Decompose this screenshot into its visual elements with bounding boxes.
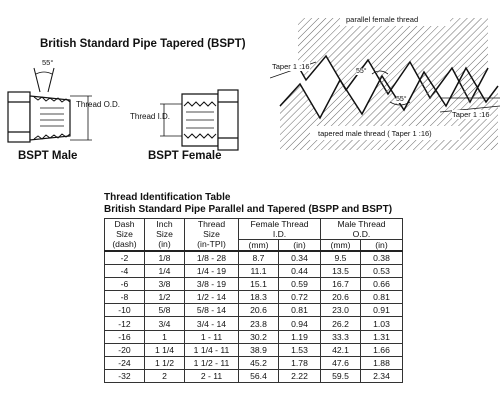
bspt-male-caption: BSPT Male — [18, 150, 78, 162]
table-cell: 1.78 — [279, 356, 321, 369]
table-cell: 1/4 — [145, 265, 185, 278]
table-cell: 1.03 — [361, 317, 403, 330]
thread-angle-marker — [34, 68, 54, 92]
thread-id-label: Thread I.D. — [130, 112, 171, 121]
table-cell: -8 — [105, 291, 145, 304]
table-cell: 26.2 — [321, 317, 361, 330]
table-cell: 0.72 — [279, 291, 321, 304]
table-cell: -32 — [105, 369, 145, 382]
table-cell: 3/4 - 14 — [185, 317, 239, 330]
tapered-male-label: tapered male thread ( Taper 1 :16) — [318, 129, 432, 138]
table-cell: 8.7 — [239, 251, 279, 265]
left-angle-label: 55° — [42, 58, 54, 67]
bspt-title: British Standard Pipe Tapered (BSPT) — [40, 38, 246, 50]
table-cell: 59.5 — [321, 369, 361, 382]
table-cell: 1 1/2 — [145, 356, 185, 369]
table-row — [105, 343, 403, 356]
table-cell: -10 — [105, 304, 145, 317]
col-thread-size: Thread Size (in-TPI) — [185, 219, 239, 252]
table-cell: 1.19 — [279, 330, 321, 343]
table-row — [105, 369, 403, 382]
table-cell: 13.5 — [321, 265, 361, 278]
table-cell: 18.3 — [239, 291, 279, 304]
table-cell: 0.34 — [279, 251, 321, 265]
table-row — [105, 317, 403, 330]
table-row — [105, 278, 403, 291]
col-dash-size: Dash Size (dash) — [105, 219, 145, 252]
table-row — [105, 356, 403, 369]
table-row — [105, 291, 403, 304]
table-cell: 1 1/4 - 11 — [185, 343, 239, 356]
table-cell: 20.6 — [321, 291, 361, 304]
table-cell: 42.1 — [321, 343, 361, 356]
table-cell: -24 — [105, 356, 145, 369]
table-cell: 47.6 — [321, 356, 361, 369]
table-cell: 3/4 — [145, 317, 185, 330]
table-cell: 45.2 — [239, 356, 279, 369]
parallel-female-label: parallel female thread — [346, 15, 419, 24]
table-cell: 23.8 — [239, 317, 279, 330]
unit-mm: (mm) — [239, 240, 279, 252]
table-cell: 0.53 — [361, 265, 403, 278]
col-female-thread: Female Thread I.D. — [239, 219, 321, 240]
thread-od-label: Thread O.D. — [76, 100, 121, 109]
table-cell: -6 — [105, 278, 145, 291]
table-cell: 0.66 — [361, 278, 403, 291]
taper-left-label: Taper 1 :16 — [272, 62, 310, 71]
angle-label-2: 55° — [396, 96, 407, 103]
table-cell: 3/8 — [145, 278, 185, 291]
table-cell: 5/8 - 14 — [185, 304, 239, 317]
table-row — [105, 265, 403, 278]
unit-mm: (mm) — [321, 240, 361, 252]
table-cell: 1.66 — [361, 343, 403, 356]
table-cell: 15.1 — [239, 278, 279, 291]
table-cell: 1 - 11 — [185, 330, 239, 343]
table-cell: 0.94 — [279, 317, 321, 330]
table-cell: 1.31 — [361, 330, 403, 343]
table-header-row — [105, 219, 403, 240]
table-subtitle: British Standard Pipe Parallel and Tapered (BSPP and BSPT) — [104, 204, 393, 215]
table-cell: 38.9 — [239, 343, 279, 356]
bspt-female-fitting — [160, 90, 238, 150]
table-cell: 30.2 — [239, 330, 279, 343]
table-cell: 2 — [145, 369, 185, 382]
table-row — [105, 304, 403, 317]
col-male-thread: Male Thread O.D. — [321, 219, 403, 240]
col-inch-size: Inch Size (in) — [145, 219, 185, 252]
table-cell: 0.59 — [279, 278, 321, 291]
table-cell: 20.6 — [239, 304, 279, 317]
table-cell: 3/8 - 19 — [185, 278, 239, 291]
table-cell: 1 — [145, 330, 185, 343]
unit-in: (in) — [279, 240, 321, 252]
table-cell: 1.88 — [361, 356, 403, 369]
thread-identification-table — [104, 218, 403, 383]
table-cell: 16.7 — [321, 278, 361, 291]
table-cell: 0.44 — [279, 265, 321, 278]
table-cell: 1 1/2 - 11 — [185, 356, 239, 369]
table-cell: 5/8 — [145, 304, 185, 317]
table-cell: 9.5 — [321, 251, 361, 265]
table-cell: 2 - 11 — [185, 369, 239, 382]
table-cell: 2.22 — [279, 369, 321, 382]
angle-label-1: 55° — [356, 68, 367, 75]
taper-right-label: Taper 1 :16 — [452, 110, 490, 119]
table-cell: 0.81 — [279, 304, 321, 317]
table-cell: 0.81 — [361, 291, 403, 304]
table-title: Thread Identification Table — [104, 192, 231, 203]
table-cell: 0.38 — [361, 251, 403, 265]
table-cell: -2 — [105, 251, 145, 265]
table-cell: -12 — [105, 317, 145, 330]
table-cell: 1/2 - 14 — [185, 291, 239, 304]
bspt-female-caption: BSPT Female — [148, 150, 222, 162]
unit-in: (in) — [361, 240, 403, 252]
table-cell: 0.91 — [361, 304, 403, 317]
table-cell: 1/8 - 28 — [185, 251, 239, 265]
table-cell: 1/4 - 19 — [185, 265, 239, 278]
table-cell: 2.34 — [361, 369, 403, 382]
table-row — [105, 330, 403, 343]
table-cell: 1.53 — [279, 343, 321, 356]
table-cell: -4 — [105, 265, 145, 278]
table-row — [105, 251, 403, 265]
table-cell: -20 — [105, 343, 145, 356]
table-cell: 23.0 — [321, 304, 361, 317]
table-cell: 1/8 — [145, 251, 185, 265]
table-cell: 56.4 — [239, 369, 279, 382]
table-cell: 11.1 — [239, 265, 279, 278]
table-cell: 33.3 — [321, 330, 361, 343]
table-cell: 1 1/4 — [145, 343, 185, 356]
table-cell: -16 — [105, 330, 145, 343]
table-cell: 1/2 — [145, 291, 185, 304]
